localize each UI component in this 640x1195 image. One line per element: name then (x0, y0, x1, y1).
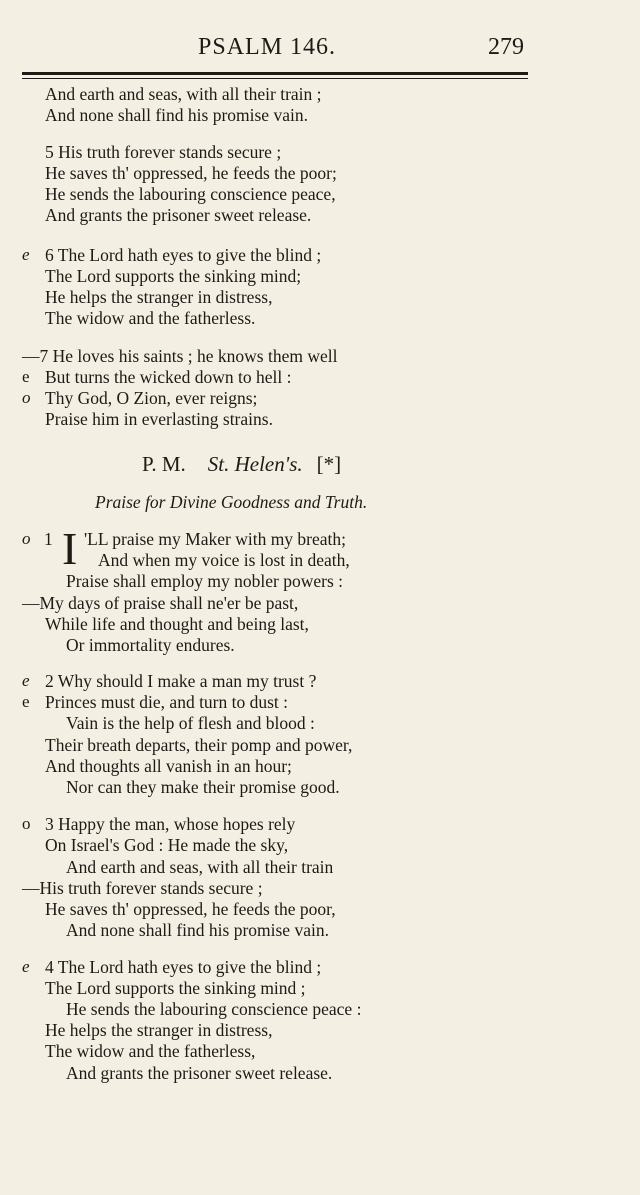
verse-line: 3 Happy the man, whose hopes rely (45, 814, 296, 834)
dynamic-mark: o (22, 529, 31, 548)
verse-line: He sends the labouring conscience peace : (66, 999, 362, 1019)
verse-line: But turns the wicked down to hell : (45, 367, 292, 387)
page-header (0, 34, 640, 64)
dynamic-mark: e (22, 245, 30, 264)
verse-line: —7 He loves his saints ; he knows them well (22, 346, 338, 366)
verse-line: —My days of praise shall ne'er be past, (22, 593, 299, 613)
dynamic-mark: o (22, 388, 31, 407)
verse-line: Princes must die, and turn to dust : (45, 692, 289, 712)
page-number: 279 (488, 34, 524, 60)
verse-line: The widow and the fatherless. (45, 308, 256, 328)
verse-line: The widow and the fatherless, (45, 1041, 256, 1061)
dynamic-mark: e (22, 957, 30, 976)
verse-line: 5 His truth forever stands secure ; (45, 142, 282, 162)
hymn-subtitle: Praise for Divine Goodness and Truth. (95, 492, 368, 512)
verse-line: Vain is the help of flesh and blood : (66, 713, 315, 733)
running-title: PSALM 146. (198, 34, 337, 60)
verse-line: And earth and seas, with all their train (66, 857, 334, 877)
verse-line: Nor can they make their promise good. (66, 777, 340, 797)
verse-line: And none shall find his promise vain. (45, 105, 308, 125)
verse-line: 6 The Lord hath eyes to give the blind ; (45, 245, 322, 265)
dynamic-mark: e (22, 692, 30, 711)
dynamic-mark: e (22, 671, 30, 690)
drop-cap: I (62, 523, 78, 574)
verse-line: 4 The Lord hath eyes to give the blind ; (45, 957, 322, 977)
verse-line: And grants the prisoner sweet release. (66, 1063, 333, 1083)
verse-line: The Lord supports the sinking mind; (45, 266, 302, 286)
dynamic-mark: o (22, 814, 31, 833)
hymn-tune: St. Helen's. (207, 452, 303, 476)
verse-line: —His truth forever stands secure ; (22, 878, 263, 898)
dynamic-mark: e (22, 367, 30, 386)
verse-line: And earth and seas, with all their train ; (45, 84, 322, 104)
verse-line: While life and thought and being last, (45, 614, 309, 634)
verse-line: And thoughts all vanish in an hour; (45, 756, 292, 776)
verse-line: He saves th' oppressed, he feeds the poor; (45, 163, 337, 183)
verse-line: 'LL praise my Maker with my breath; (84, 529, 347, 549)
verse-line: Thy God, O Zion, ever reigns; (45, 388, 258, 408)
hymn-meter: P. M. (142, 452, 186, 476)
verse-line: And none shall find his promise vain. (66, 920, 329, 940)
stanza-number: 1 (44, 529, 53, 549)
verse-line: The Lord supports the sinking mind ; (45, 978, 306, 998)
verse-line: He helps the stranger in distress, (45, 1020, 273, 1040)
verse-line: He saves th' oppressed, he feeds the poor, (45, 899, 336, 919)
verse-line: Praise him in everlasting strains. (45, 409, 273, 429)
verse-line: On Israel's God : He made the sky, (45, 835, 289, 855)
verse-line: And grants the prisoner sweet release. (45, 205, 312, 225)
verse-line: 2 Why should I make a man my trust ? (45, 671, 317, 691)
verse-line: Their breath departs, their pomp and power, (45, 735, 353, 755)
verse-line: Or immortality endures. (66, 635, 235, 655)
verse-line: And when my voice is lost in death, (98, 550, 350, 570)
hymn-star: [*] (316, 452, 342, 476)
verse-line: He helps the stranger in distress, (45, 287, 273, 307)
verse-line: He sends the labouring conscience peace, (45, 184, 336, 204)
verse-line: Praise shall employ my nobler powers : (66, 571, 344, 591)
hymn-heading (142, 452, 341, 477)
header-rule (22, 72, 528, 75)
header-rule-thin (22, 78, 528, 79)
